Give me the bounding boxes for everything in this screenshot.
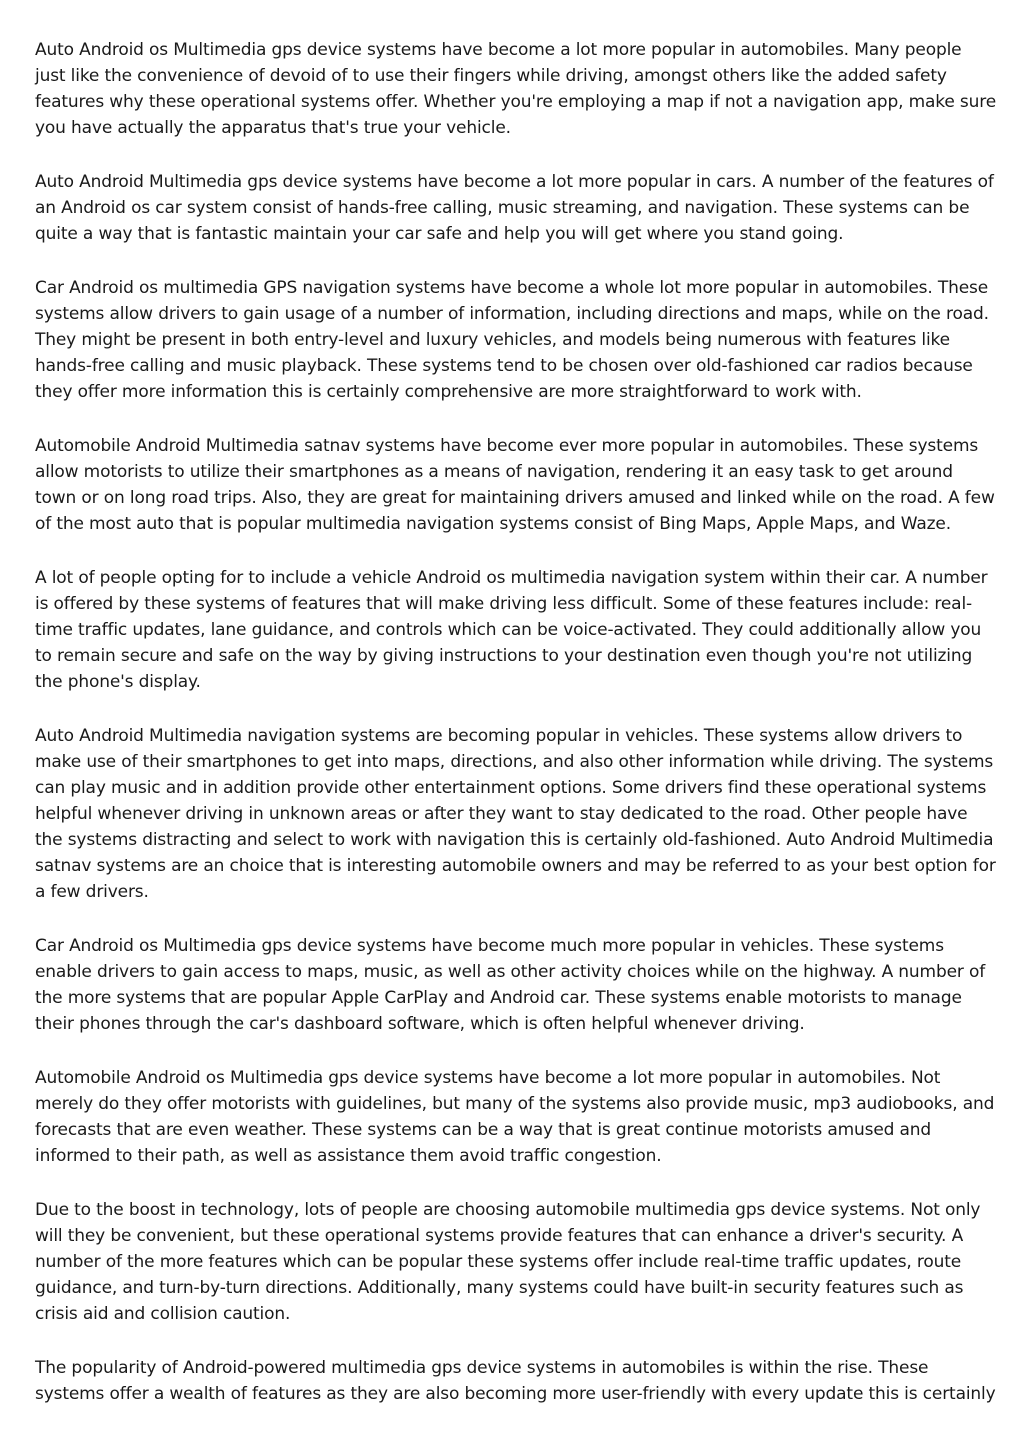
paragraph: A lot of people opting for to include a vehicle Android os multimedia navigation system within their car. A number is offered by these systems of features that will make driving less difficult. Some of these features include: real-time traffic updates, lane guidance, and controls which can be voice-activated. They could additionally allow you to remain secure and safe on the way by giving instructions to your destination even though you're not utilizing the phone's display. (35, 568, 988, 692)
paragraph: The popularity of Android-powered multimedia gps device systems in automobiles is within the rise. These systems offer a wealth of features as they are also becoming more user-friendly with every update this is certainly (35, 1358, 996, 1404)
paragraph: Automobile Android os Multimedia gps device systems have become a lot more popular in automobiles. Not merely do they offer motorists with guidelines, but many of the systems also provide music, mp3 audiobooks, and forecasts that are even weather. These systems can be a way that is great continue motorists amused and informed to their path, as well as assistance them avoid traffic congestion. (35, 1068, 995, 1166)
paragraph: Auto Android Multimedia gps device systems have become a lot more popular in cars. A number of the features of an Android os car system consist of hands-free calling, music streaming, and navigation. These systems can be quite a way that is fantastic maintain your car safe and help you will get where you stand going. (35, 172, 994, 244)
paragraph: Auto Android os Multimedia gps device systems have become a lot more popular in automobiles. Many people just like the convenience of devoid of to use their fingers while driving, amongst others like the added safety features why these operational systems offer. Whether you're employing a map if not a navigation app, make sure you have actually the apparatus that's true your vehicle. (35, 40, 997, 138)
paragraph: Car Android os multimedia GPS navigation systems have become a whole lot more popular in automobiles. These systems allow drivers to gain usage of a number of information, including directions and maps, while on the road. They might be present in both entry-level and luxury vehicles, and models being numerous with features like hands-free calling and music playback. These systems tend to be chosen over old-fashioned car radios because they offer more information this is certainly comprehensive are more straightforward to work with. (35, 278, 989, 402)
paragraph: Car Android os Multimedia gps device systems have become much more popular in vehicles. These systems enable drivers to gain access to maps, music, as well as other activity choices while on the highway. A number of the more systems that are popular Apple CarPlay and Android car. These systems enable motorists to manage their phones through the car's dashboard software, which is often helpful whenever driving. (35, 936, 986, 1034)
paragraph: Automobile Android Multimedia satnav systems have become ever more popular in automobiles. These systems allow motorists to utilize their smartphones as a means of navigation, rendering it an easy task to get around town or on long road trips. Also, they are great for maintaining drivers amused and linked while on the road. A few of the most auto that is popular multimedia navigation systems consist of Bing Maps, Apple Maps, and Waze. (35, 436, 995, 534)
document-body (35, 37, 997, 1435)
paragraph: Due to the boost in technology, lots of people are choosing automobile multimedia gps device systems. Not only will they be convenient, but these operational systems provide features that can enhance a driver's security. A number of the more features which can be popular these systems offer include real-time traffic updates, route guidance, and turn-by-turn directions. Additionally, many systems could have built-in security features such as crisis aid and collision caution. (35, 1200, 981, 1324)
paragraph: Auto Android Multimedia navigation systems are becoming popular in vehicles. These systems allow drivers to make use of their smartphones to get into maps, directions, and also other information while driving. The systems can play music and in addition provide other entertainment options. Some drivers find these operational systems helpful whenever driving in unknown areas or after they want to stay dedicated to the road. Other people have the systems distracting and select to work with navigation this is certainly old-fashioned. Auto Android Multimedia satnav systems are an choice that is interesting automobile owners and may be referred to as your best option for a few drivers. (35, 726, 996, 902)
